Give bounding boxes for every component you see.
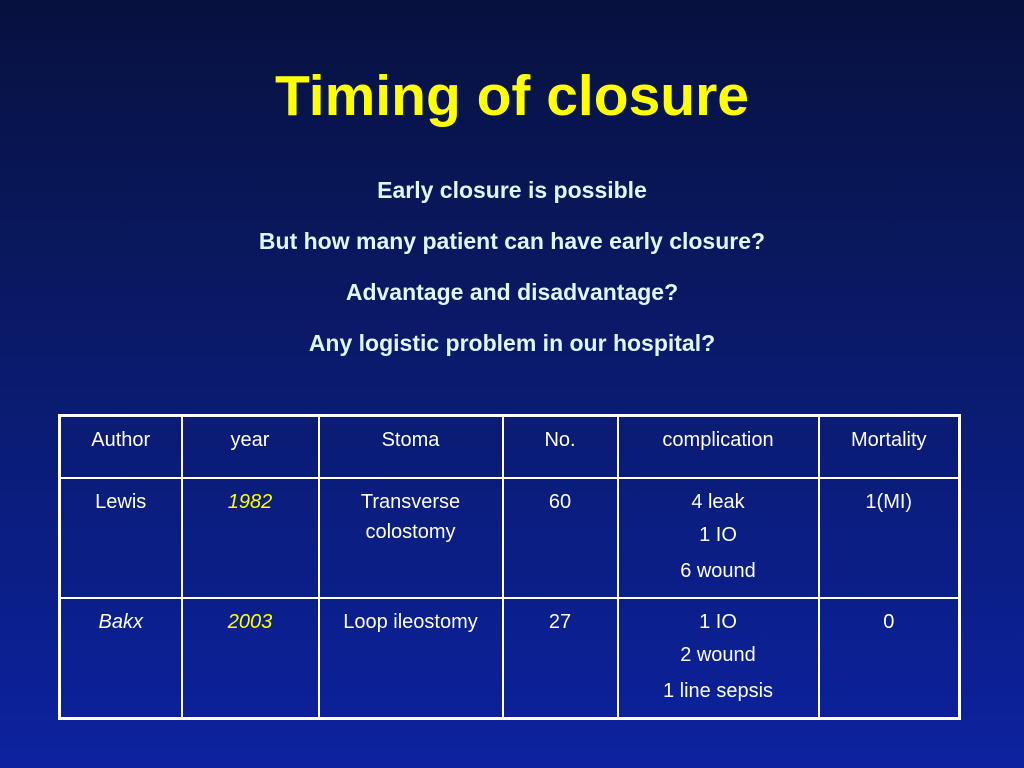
bullet-list	[0, 172, 1024, 376]
bullet-item: But how many patient can have early closure?	[258, 228, 766, 254]
header-author: Author	[60, 416, 182, 479]
bullet-item: Early closure is possible	[377, 177, 647, 203]
closure-studies-table	[58, 414, 961, 720]
cell-mortality: 1(MI)	[819, 478, 960, 598]
complication-item: 6 wound	[680, 560, 756, 582]
complication-item: 1 line sepsis	[662, 680, 774, 702]
slide-title: Timing of closure	[274, 64, 749, 128]
complication-item: 1 IO	[699, 611, 737, 633]
table-row	[60, 478, 960, 598]
cell-author: Lewis	[60, 478, 182, 598]
cell-mortality: 0	[819, 598, 960, 719]
bullet-item: Advantage and disadvantage?	[345, 279, 679, 305]
header-mortality: Mortality	[819, 416, 960, 479]
header-number: No.	[503, 416, 618, 479]
cell-stoma: Transverse colostomy	[319, 478, 503, 598]
cell-year: 1982	[182, 478, 319, 598]
cell-author: Bakx	[60, 598, 182, 719]
table-header-row	[60, 416, 960, 479]
table-row	[60, 598, 960, 719]
cell-number: 27	[503, 598, 618, 719]
header-year: year	[182, 416, 319, 479]
complication-item: 4 leak	[691, 491, 745, 513]
cell-year: 2003	[182, 598, 319, 719]
complication-item: 1 IO	[699, 524, 737, 546]
header-complication: complication	[618, 416, 819, 479]
header-stoma: Stoma	[319, 416, 503, 479]
cell-number: 60	[503, 478, 618, 598]
complication-item: 2 wound	[680, 644, 756, 666]
cell-complication	[618, 478, 819, 598]
bullet-item: Any logistic problem in our hospital?	[308, 330, 716, 356]
cell-stoma: Loop ileostomy	[319, 598, 503, 719]
cell-complication	[618, 598, 819, 719]
